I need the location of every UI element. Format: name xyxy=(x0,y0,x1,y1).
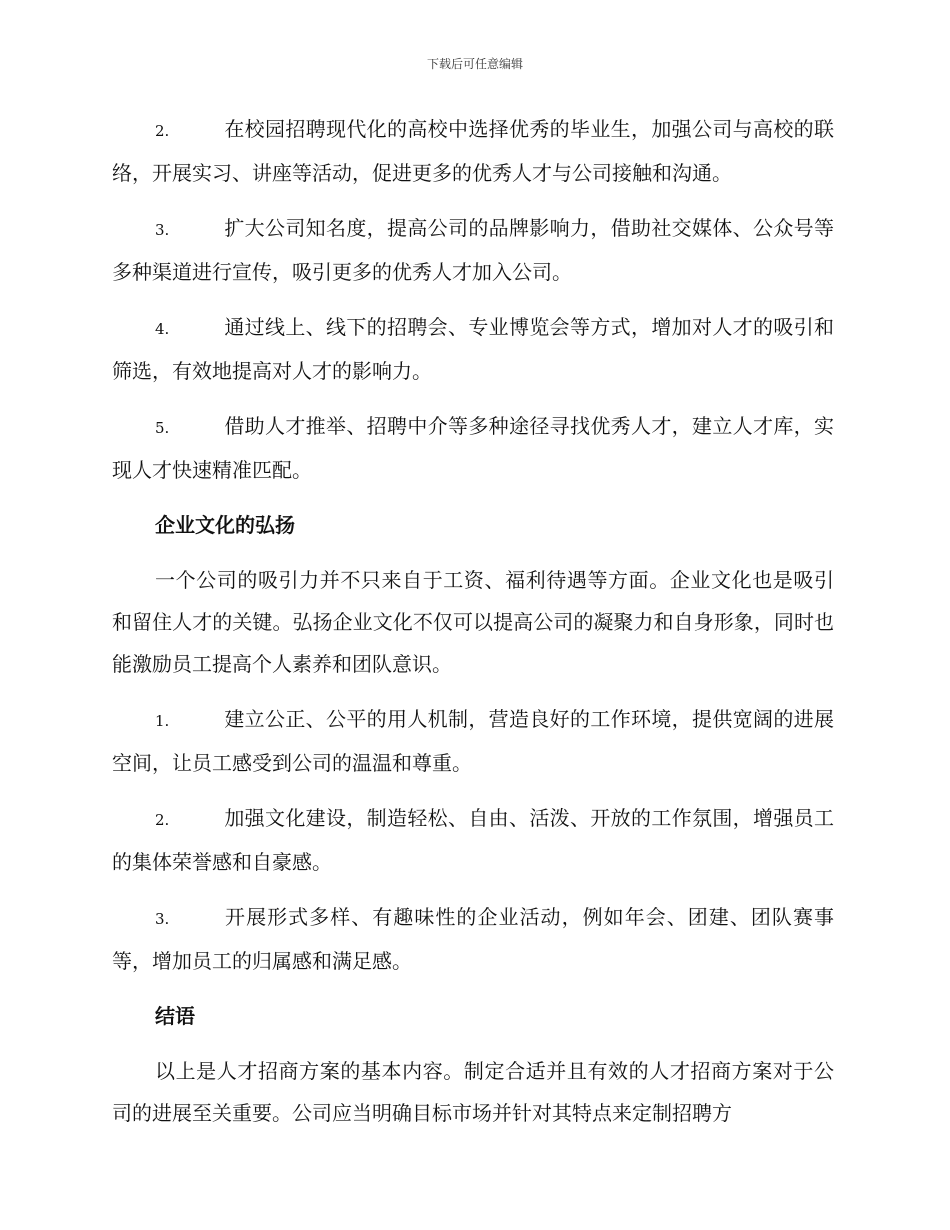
list-item xyxy=(112,108,834,194)
list-item xyxy=(112,306,834,392)
list-item-number: 5. xyxy=(155,419,170,437)
section-heading-culture: 企业文化的弘扬 xyxy=(155,513,295,537)
list-item-text: 在校园招聘现代化的高校中选择优秀的毕业生，加强公司与高校的联络，开展实习、讲座等活动，促进更多的优秀人才与公司接触和沟通。 xyxy=(112,117,834,185)
list-item-number: 3. xyxy=(155,221,170,239)
culture-intro-paragraph: 一个公司的吸引力并不只来自于工资、福利待遇等方面。企业文化也是吸引和留住人才的关键。弘扬企业文化不仅可以提高公司的凝聚力和自身形象，同时也能激励员工提高个人素养和团队意识。 xyxy=(112,568,834,676)
section-heading-conclusion: 结语 xyxy=(155,1004,195,1028)
list-item-number: 3. xyxy=(155,910,170,928)
list-item-number: 2. xyxy=(155,811,170,829)
list-item xyxy=(112,797,834,883)
list-item xyxy=(112,405,834,491)
list-item-number: 2. xyxy=(155,122,170,140)
list-item xyxy=(112,698,834,784)
list-item-text: 加强文化建设，制造轻松、自由、活泼、开放的工作氛围，增强员工的集体荣誉感和自豪感。 xyxy=(112,806,834,874)
list-item-text: 借助人才推举、招聘中介等多种途径寻找优秀人才，建立人才库，实现人才快速精准匹配。 xyxy=(112,414,834,482)
list-item xyxy=(112,896,834,982)
list-item-text: 通过线上、线下的招聘会、专业博览会等方式，增加对人才的吸引和筛选，有效地提高对人才的影响力。 xyxy=(112,315,834,383)
conclusion-paragraph: 以上是人才招商方案的基本内容。制定合适并且有效的人才招商方案对于公司的进展至关重要。公司应当明确目标市场并针对其特点来定制招聘方 xyxy=(112,1059,834,1125)
list-item-text: 扩大公司知名度，提高公司的品牌影响力，借助社交媒体、公众号等多种渠道进行宣传，吸引更多的优秀人才加入公司。 xyxy=(112,216,834,284)
list-item-text: 建立公正、公平的用人机制，营造良好的工作环境，提供宽阔的进展空间，让员工感受到公司的温温和尊重。 xyxy=(112,707,834,775)
list-item xyxy=(112,207,834,293)
document-body xyxy=(112,108,834,1147)
list-item-text: 开展形式多样、有趣味性的企业活动，例如年会、团建、团队赛事等，增加员工的归属感和满足感。 xyxy=(112,905,834,973)
list-item-number: 1. xyxy=(155,712,170,730)
list-item-number: 4. xyxy=(155,320,170,338)
page-header: 下载后可任意编辑 xyxy=(426,57,523,71)
